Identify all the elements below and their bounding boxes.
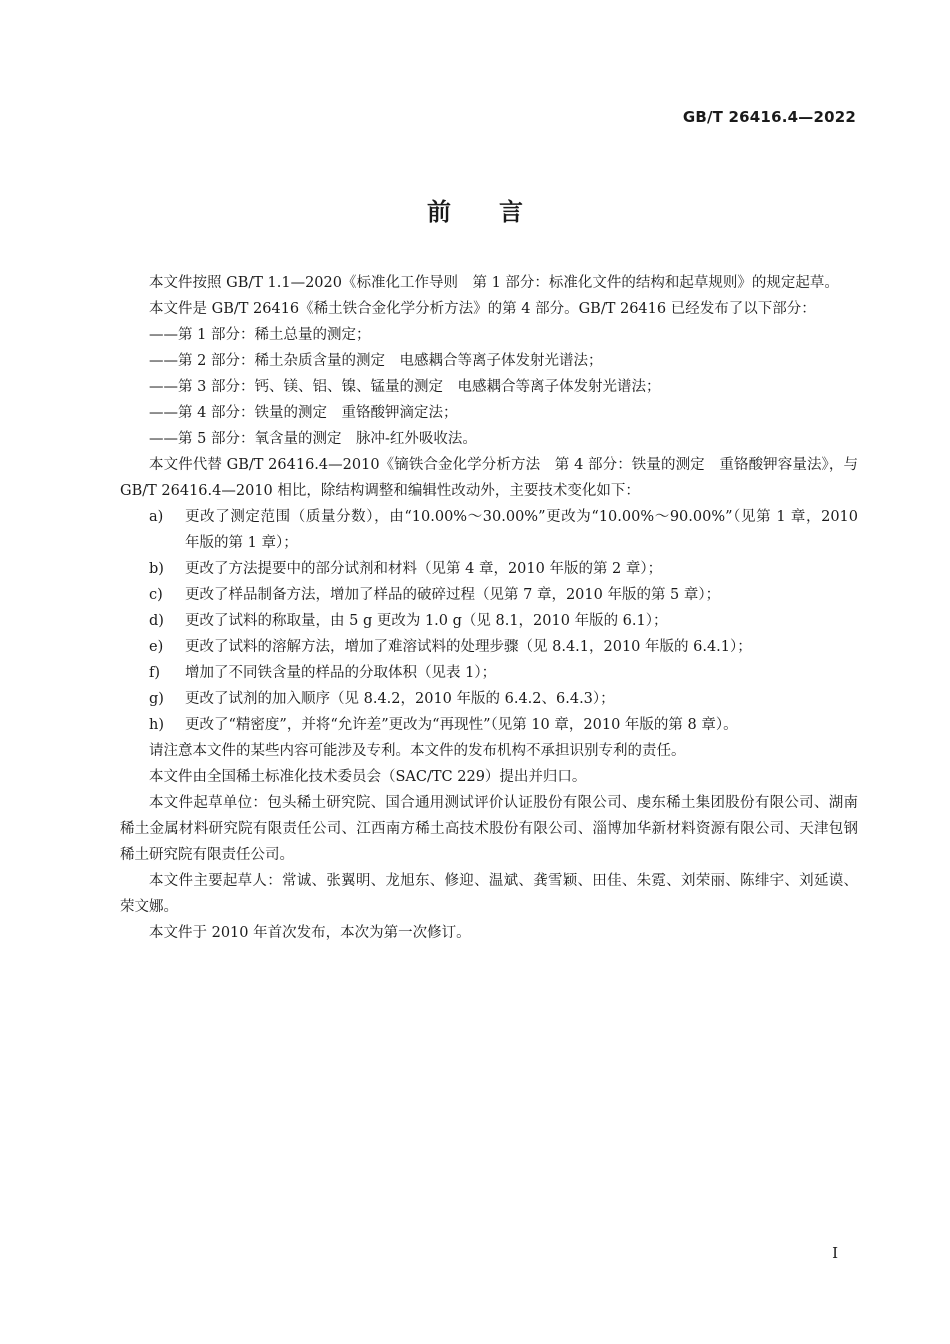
page-title: 前言 xyxy=(427,198,571,226)
change-text: 更改了样品制备方法，增加了样品的破碎过程（见第 7 章，2010 年版的第 5 章）； xyxy=(185,587,721,603)
change-list-item xyxy=(120,608,858,634)
change-text: 更改了“精密度”，并将“允许差”更改为“再现性”（见第 10 章，2010 年版的第 8 章）。 xyxy=(185,717,738,733)
document-body xyxy=(120,270,858,946)
change-list-item xyxy=(120,660,858,686)
change-text: 更改了试料的溶解方法，增加了难溶试料的处理步骤（见 8.4.1，2010 年版的 6.4.1）； xyxy=(185,639,752,655)
change-text: 更改了试料的称取量，由 5 g 更改为 1.0 g（见 8.1，2010 年版的 6.1）； xyxy=(185,613,668,629)
change-text: 更改了测定范围（质量分数），由“10.00%～30.00%”更改为“10.00%～90.00%”（见第 1 章，2010 年版的第 1 章）； xyxy=(185,509,858,551)
change-text: 更改了方法提要中的部分试剂和材料（见第 4 章，2010 年版的第 2 章）； xyxy=(185,561,663,577)
paragraph-drafters: 本文件主要起草人：常诚、张翼明、龙旭东、修迎、温斌、龚雪颖、田佳、朱霓、刘荣丽、陈绯宇、刘延谟、荣文娜。 xyxy=(120,873,858,915)
paragraph-drafting-rules: 本文件按照 GB/T 1.1—2020《标准化工作导则 第 1 部分：标准化文件的结构和起草规则》的规定起草。 xyxy=(149,275,839,291)
part-list-item: ——第 4 部分：铁量的测定 重铬酸钾滴定法； xyxy=(149,405,458,421)
change-marker: e) xyxy=(149,639,164,655)
change-text: 增加了不同铁含量的样品的分取体积（见表 1）； xyxy=(185,665,497,681)
change-list-item xyxy=(120,634,858,660)
part-list-item: ——第 3 部分：钙、镁、铝、镍、锰量的测定 电感耦合等离子体发射光谱法； xyxy=(149,379,661,395)
paragraph-revision-history: 本文件于 2010 年首次发布，本次为第一次修订。 xyxy=(149,925,471,941)
change-list-item xyxy=(120,712,858,738)
change-text: 更改了试剂的加入顺序（见 8.4.2，2010 年版的 6.4.2、6.4.3）； xyxy=(185,691,615,707)
part-list-item: ——第 1 部分：稀土总量的测定； xyxy=(149,327,371,343)
paragraph-replacement: 本文件代替 GB/T 26416.4—2010《镝铁合金化学分析方法 第 4 部分：铁量的测定 重铬酸钾容量法》，与 GB/T 26416.4—2010 相比，除结构调整和编辑性改动外，主要技术变化如下： xyxy=(120,457,858,499)
part-list-item: ——第 2 部分：稀土杂质含量的测定 电感耦合等离子体发射光谱法； xyxy=(149,353,603,369)
paragraph-committee: 本文件由全国稀土标准化技术委员会（SAC/TC 229）提出并归口。 xyxy=(149,769,587,785)
change-list-item xyxy=(120,556,858,582)
standard-number: GB/T 26416.4—2022 xyxy=(682,108,856,126)
change-marker: c) xyxy=(149,587,163,603)
change-marker: d) xyxy=(149,613,164,629)
change-list-item xyxy=(120,504,858,556)
part-list-item: ——第 5 部分：氧含量的测定 脉冲-红外吸收法。 xyxy=(149,431,477,447)
change-marker: a) xyxy=(149,509,164,525)
paragraph-series-intro: 本文件是 GB/T 26416《稀土铁合金化学分析方法》的第 4 部分。GB/T 26416 已经发布了以下部分： xyxy=(149,301,816,317)
change-list-item xyxy=(120,582,858,608)
change-marker: h) xyxy=(149,717,164,733)
paragraph-drafting-units: 本文件起草单位：包头稀土研究院、国合通用测试评价认证股份有限公司、虔东稀土集团股份有限公司、湖南稀土金属材料研究院有限责任公司、江西南方稀土高技术股份有限公司、淄博加华新材料资源有限公司、天津包钢稀土研究院有限责任公司。 xyxy=(120,795,858,863)
change-marker: b) xyxy=(149,561,164,577)
change-marker: g) xyxy=(149,691,164,707)
paragraph-patent-notice: 请注意本文件的某些内容可能涉及专利。本文件的发布机构不承担识别专利的责任。 xyxy=(149,743,686,759)
change-list-item xyxy=(120,686,858,712)
page-number: I xyxy=(832,1244,838,1262)
change-marker: f) xyxy=(149,665,161,681)
